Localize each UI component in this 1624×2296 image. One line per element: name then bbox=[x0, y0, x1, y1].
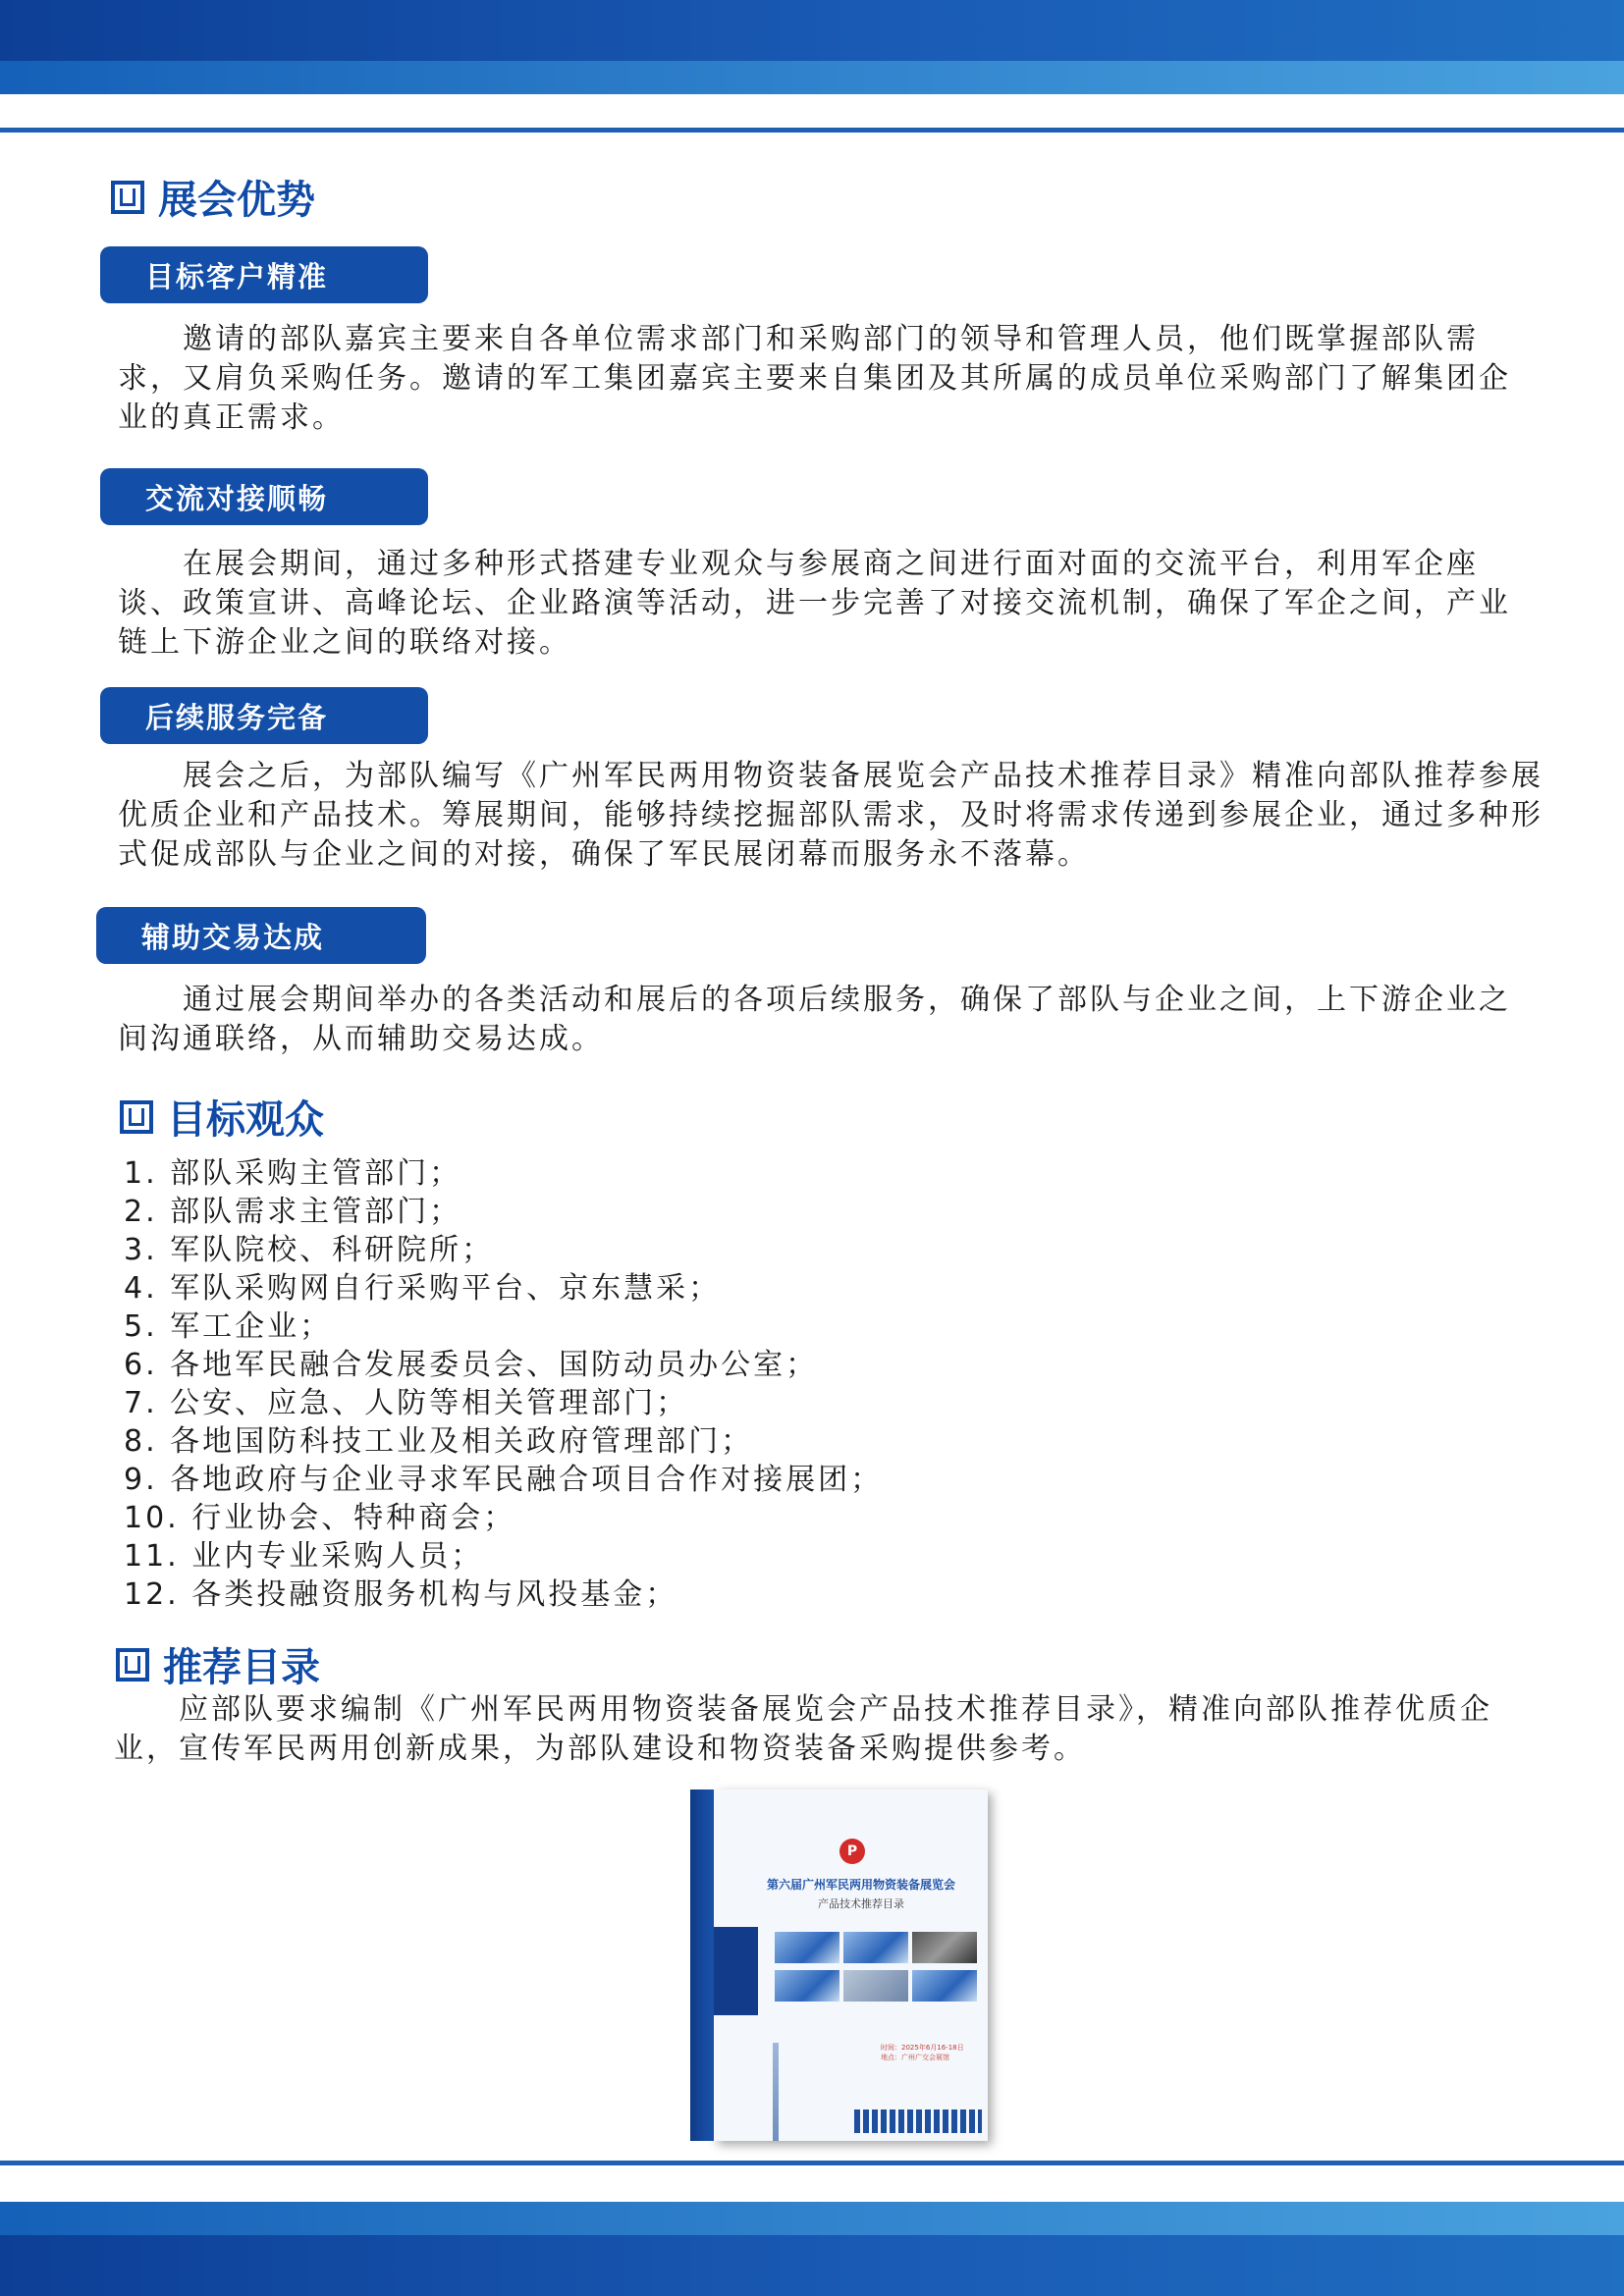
book-title: 第六届广州军民两用物资装备展览会 bbox=[766, 1878, 955, 1892]
list-item: 9. 各地政府与企业寻求军民融合项目合作对接展团； bbox=[124, 1463, 884, 1497]
catalog-book-image bbox=[690, 1789, 988, 2141]
top-banner bbox=[0, 0, 1624, 94]
section-title-audience bbox=[120, 1089, 324, 1145]
list-item: 1. 部队采购主管部门； bbox=[124, 1156, 462, 1191]
bottom-banner-stripe bbox=[0, 2202, 1624, 2235]
city-skyline-graphic bbox=[854, 2109, 982, 2133]
list-item: 11. 业内专业采购人员； bbox=[124, 1539, 484, 1574]
subheading-communication: 交流对接顺畅 bbox=[100, 468, 428, 525]
top-divider bbox=[0, 128, 1624, 133]
book-info bbox=[881, 2043, 964, 2062]
book-cover bbox=[714, 1789, 988, 2141]
book-time: 时间：2025年6月16-18日 bbox=[881, 2044, 964, 2052]
square-bullet-icon bbox=[120, 1100, 153, 1134]
paragraph-trade-assist: 通过展会期间举办的各类活动和展后的各项后续服务，确保了部队与企业之间，上下游企业之间沟通联络，从而辅助交易达成。 bbox=[118, 983, 1511, 1056]
paragraph-catalog: 应部队要求编制《广州军民两用物资装备展览会产品技术推荐目录》，精准向部队推荐优质企业，宣传军民两用创新成果，为部队建设和物资装备采购提供参考。 bbox=[114, 1692, 1492, 1766]
section-title-text: 展会优势 bbox=[158, 178, 315, 223]
section-title-catalog bbox=[116, 1636, 320, 1692]
list-item: 7. 公安、应急、人防等相关管理部门； bbox=[124, 1386, 689, 1420]
list-item: 6. 各地军民融合发展委员会、国防动员办公室； bbox=[124, 1348, 819, 1382]
cover-photo bbox=[912, 1932, 977, 1963]
expo-logo-icon: P bbox=[839, 1839, 865, 1864]
paragraph-communication: 在展会期间，通过多种形式搭建专业观众与参展商之间进行面对面的交流平台，利用军企座谈、政策宣讲、高峰论坛、企业路演等活动，进一步完善了对接交流机制，确保了军企之间，产业链上下游企业之间的联络对接。 bbox=[118, 547, 1511, 660]
list-item: 2. 部队需求主管部门； bbox=[124, 1195, 462, 1229]
section-title-advantages bbox=[111, 169, 315, 225]
audience-list bbox=[124, 1154, 883, 1614]
list-item: 4. 军队采购网自行采购平台、京东慧采； bbox=[124, 1271, 722, 1306]
top-banner-stripe bbox=[0, 61, 1624, 94]
square-bullet-icon bbox=[116, 1648, 149, 1682]
subheading-trade-assist: 辅助交易达成 bbox=[96, 907, 426, 964]
book-place: 地点：广州广交会展馆 bbox=[881, 2054, 949, 2061]
list-item: 3. 军队院校、科研院所； bbox=[124, 1233, 495, 1267]
list-item: 8. 各地国防科技工业及相关政府管理部门； bbox=[124, 1424, 754, 1459]
cover-photo bbox=[843, 1932, 908, 1963]
section-title-text: 目标观众 bbox=[167, 1097, 324, 1143]
canton-tower-graphic bbox=[773, 2043, 779, 2141]
cover-photo bbox=[843, 1970, 908, 2002]
cover-photo bbox=[912, 1970, 977, 2002]
section-title-text: 推荐目录 bbox=[163, 1645, 320, 1690]
cover-photo bbox=[775, 1932, 839, 1963]
paragraph-target-customers: 邀请的部队嘉宾主要来自各单位需求部门和采购部门的领导和管理人员，他们既掌握部队需求，又肩负采购任务。邀请的军工集团嘉宾主要来自集团及其所属的成员单位采购部门了解集团企业的真正需求。 bbox=[118, 322, 1511, 435]
book-subtitle: 产品技术推荐目录 bbox=[818, 1897, 904, 1910]
book-spine bbox=[690, 1789, 714, 2141]
paragraph-follow-up-service: 展会之后，为部队编写《广州军民两用物资装备展览会产品技术推荐目录》精准向部队推荐参展优质企业和产品技术。筹展期间，能够持续挖掘部队需求，及时将需求传递到参展企业，通过多种形式促成部队与企业之间的对接，确保了军民展闭幕而服务永不落幕。 bbox=[118, 759, 1543, 872]
square-bullet-icon bbox=[111, 181, 144, 214]
subheading-follow-up-service: 后续服务完备 bbox=[100, 687, 428, 744]
list-item: 10. 行业协会、特种商会； bbox=[124, 1501, 516, 1535]
list-item: 12. 各类投融资服务机构与风投基金； bbox=[124, 1577, 678, 1612]
cover-photo bbox=[775, 1970, 839, 2002]
cover-accent-bar bbox=[714, 1927, 758, 2015]
bottom-banner bbox=[0, 2202, 1624, 2296]
bottom-divider bbox=[0, 2161, 1624, 2165]
subheading-target-customers: 目标客户精准 bbox=[100, 246, 428, 303]
list-item: 5. 军工企业； bbox=[124, 1309, 333, 1344]
